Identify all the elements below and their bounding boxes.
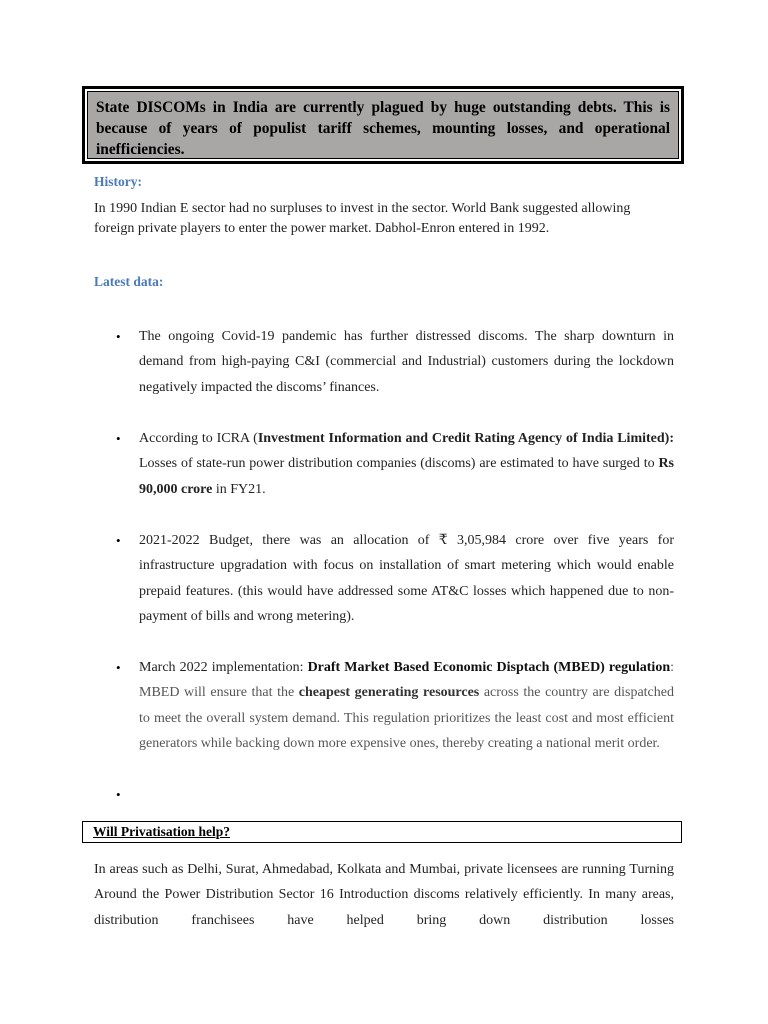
privatisation-section-box [82, 821, 682, 843]
icra-text-part: Losses of state-run power distribution companies (discoms) are estimated to have surged to [139, 456, 659, 472]
mbed-text-part: across the country are dispatched to meet the overall system demand. This regulation prioritizes the least cost and most efficient generators while backing down more expensive ones, thereby creating a national merit order. [139, 685, 674, 752]
bullet-marker: • [116, 660, 121, 675]
summary-callout-box [82, 86, 684, 164]
bullet-marker: • [116, 533, 121, 548]
mbed-regulation-text [139, 655, 674, 757]
bullet-marker: • [116, 431, 121, 446]
loss-amount: Rs 90,000 crore [139, 456, 674, 497]
summary-callout-inner [87, 91, 679, 159]
icra-text-part: According to ICRA ( [139, 431, 258, 446]
summary-callout-text: State DISCOMs in India are currently plagued by huge outstanding debts. This is because of years of populist tariff schemes, mounting losses, and operational inefficiencies. [96, 99, 670, 158]
bullet-marker: • [116, 787, 121, 802]
history-paragraph: In 1990 Indian E sector had no surpluses to invest in the sector. World Bank suggested allowing foreign private players to enter the power market. Dabhol-Enron entered in 1992. [94, 201, 631, 236]
mbed-regulation-name: Draft Market Based Economic Disptach (MBED) regulation [307, 660, 671, 675]
history-heading: History: [94, 174, 142, 189]
budget-allocation-text: 2021-2022 Budget, there was an allocation of ₹ 3,05,984 crore over five years for infrastructure upgradation with focus on installation of smart metering which would enable prepaid features. (this would have addressed some AT&C losses which happened due to non-payment of bills and wrong metering). [139, 533, 674, 625]
mbed-text-part: March 2022 implementation: [139, 660, 308, 675]
icra-losses-text [139, 426, 674, 502]
privatisation-heading: Will Privatisation help? [93, 824, 231, 839]
icra-full-name: Investment Information and Credit Rating Agency of India Limited): [257, 431, 674, 446]
covid-impact-text: The ongoing Covid-19 pandemic has further distressed discoms. The sharp downturn in demand from high-paying C&I (commercial and Industrial) customers during the lockdown negatively impacted the discoms’ finances. [139, 329, 674, 395]
cheapest-resources-phrase: cheapest generating resources [298, 685, 480, 701]
privatisation-paragraph: In areas such as Delhi, Surat, Ahmedabad, Kolkata and Mumbai, private licensees are running Turning Around the Power Distribution Sector 16 Introduction discoms relatively efficiently. In many areas, distribution franchisees have helped bring down distribution losses [94, 862, 674, 928]
latest-data-heading: Latest data: [94, 274, 164, 289]
mbed-text-part: : MBED will ensure that the [139, 660, 675, 701]
bullet-marker: • [116, 329, 121, 344]
icra-text-part: in FY21. [212, 481, 266, 497]
